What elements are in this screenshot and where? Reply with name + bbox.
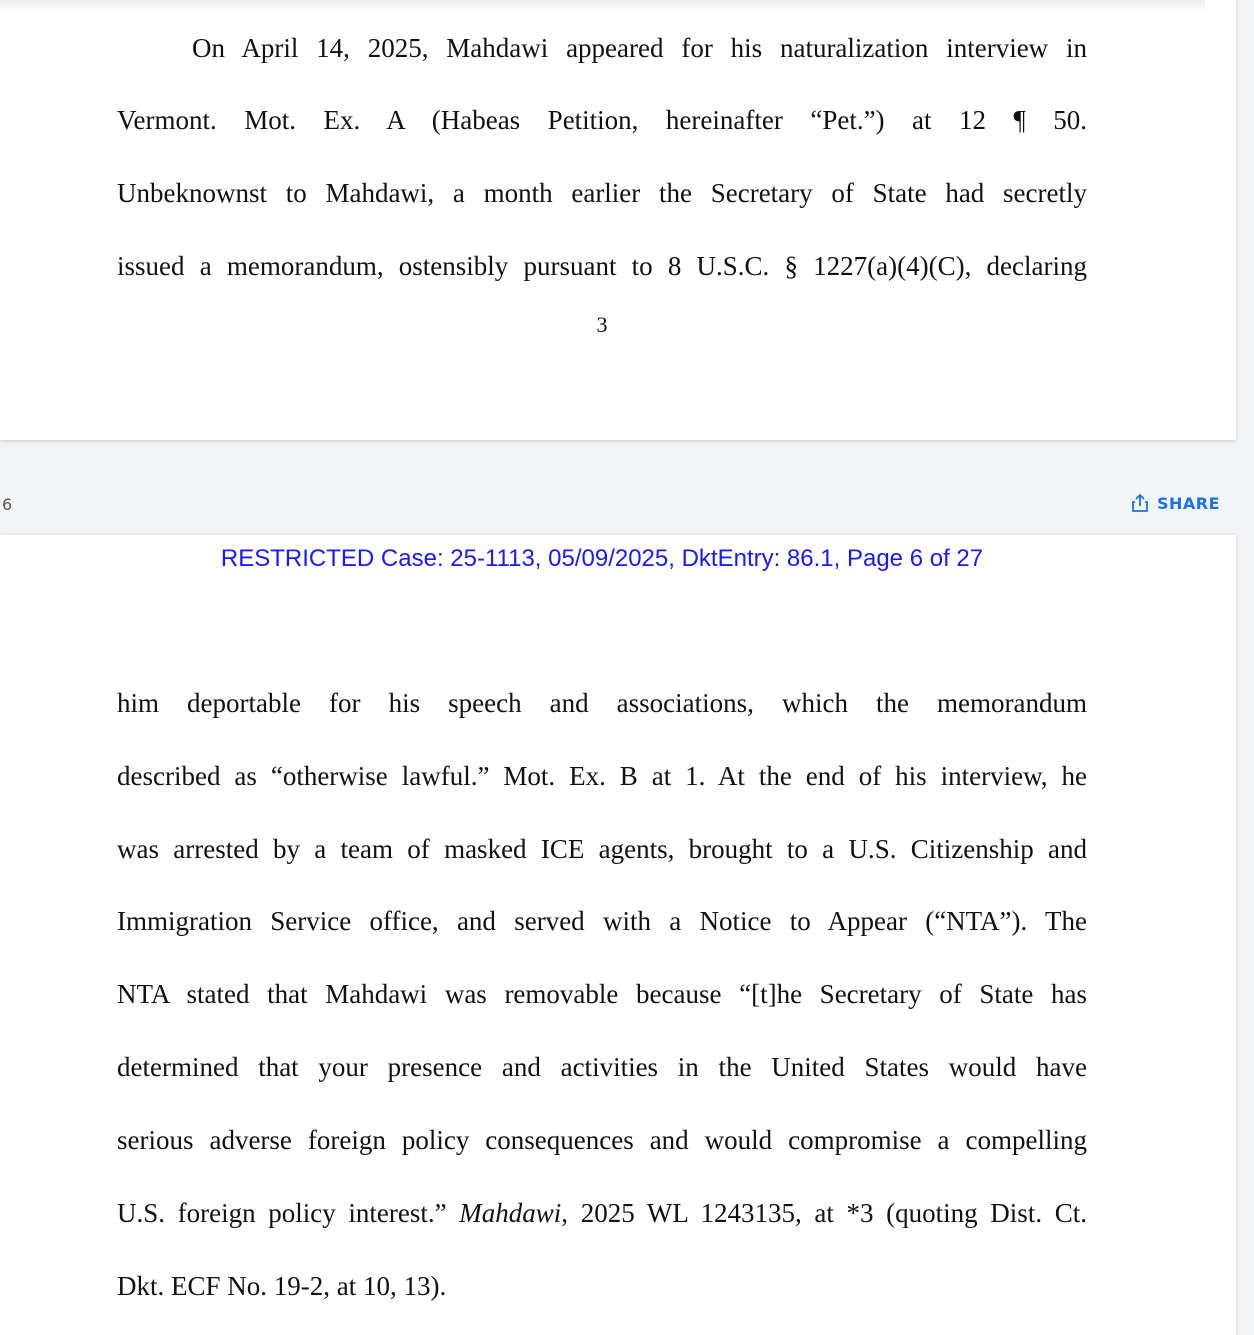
body-text-line: NTA stated that Mahdawi was removable because “[t]he Secretary of State has xyxy=(117,979,1087,1009)
body-text-line: Unbeknownst to Mahdawi, a month earlier the Secretary of State had secretly xyxy=(117,178,1087,208)
share-icon xyxy=(1131,493,1149,513)
body-text-line: Immigration Service office, and served with a Notice to Appear (“NTA”). The xyxy=(117,906,1087,936)
body-text-line: Dkt. ECF No. 19-2, at 10, 13). xyxy=(117,1271,447,1301)
body-text-line: described as “otherwise lawful.” Mot. Ex. B at 1. At the end of his interview, he xyxy=(117,761,1087,791)
body-text-line: serious adverse foreign policy consequences and would compromise a compelling xyxy=(117,1125,1087,1155)
text-segment: , 2025 WL 1243135, at *3 (quoting Dist. Ct. xyxy=(561,1198,1087,1228)
body-text-line: Vermont. Mot. Ex. A (Habeas Petition, hereinafter “Pet.”) at 12 ¶ 50. xyxy=(117,105,1087,135)
body-text-line: issued a memorandum, ostensibly pursuant to 8 U.S.C. § 1227(a)(4)(C), declaring xyxy=(117,251,1087,281)
body-text-line: was arrested by a team of masked ICE agents, brought to a U.S. Citizenship and xyxy=(117,834,1087,864)
case-citation: Mahdawi xyxy=(459,1198,562,1228)
document-page-top xyxy=(0,0,1236,440)
page-number: 3 xyxy=(596,312,608,337)
share-button[interactable] xyxy=(1131,493,1220,513)
body-text-line xyxy=(117,1198,1087,1228)
text-segment: U.S. foreign policy interest.” xyxy=(117,1198,460,1228)
page-indicator: 6 xyxy=(2,495,13,514)
body-text-line: On April 14, 2025, Mahdawi appeared for his naturalization interview in xyxy=(192,33,1087,63)
body-text-line: him deportable for his speech and associations, which the memorandum xyxy=(117,688,1087,718)
share-label: SHARE xyxy=(1157,493,1221,513)
body-text-line: determined that your presence and activities in the United States would have xyxy=(117,1052,1087,1082)
case-header-stamp: RESTRICTED Case: 25-1113, 05/09/2025, DktEntry: 86.1, Page 6 of 27 xyxy=(220,545,984,572)
